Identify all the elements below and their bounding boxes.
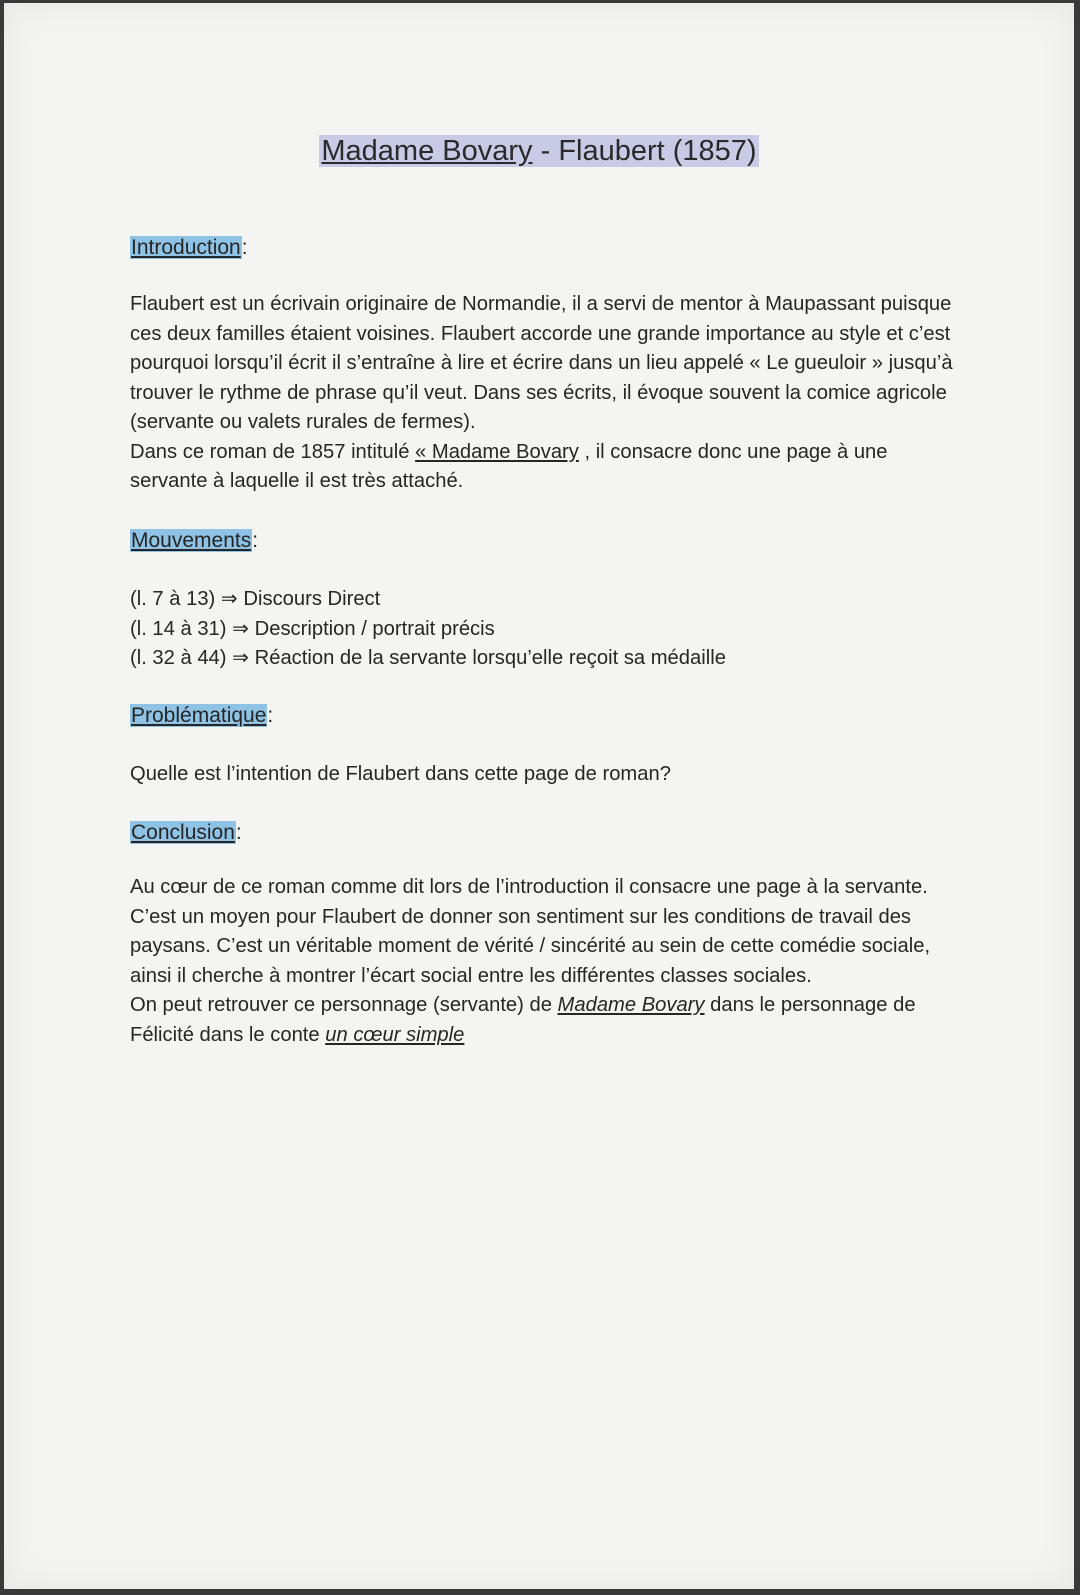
introduction-heading-label: Introduction — [131, 236, 241, 259]
conclusion-heading-label: Conclusion — [131, 821, 235, 844]
introduction-heading-colon: : — [241, 236, 248, 259]
mouvements-list — [130, 585, 960, 674]
introduction-book-title: « Madame Bovary — [415, 440, 579, 463]
page-title — [4, 135, 1074, 168]
problematique-heading-label: Problématique — [131, 704, 267, 727]
title-book-name: Madame Bovary — [321, 135, 533, 167]
mouvements-heading — [130, 529, 258, 553]
title-highlight — [319, 135, 758, 167]
conclusion-tale-reference: un cœur simple — [325, 1023, 465, 1046]
conclusion-paragraph — [130, 873, 960, 1050]
conclusion-heading — [130, 821, 242, 845]
conclusion-text-2-before: On peut retrouver ce personnage (servante) de — [130, 994, 558, 1016]
mouvements-heading-colon: : — [252, 529, 259, 552]
problematique-text: Quelle est l’intention de Flaubert dans cette page de roman? — [130, 763, 671, 785]
mouvements-heading-label: Mouvements — [131, 529, 252, 552]
conclusion-book-reference: Madame Bovary — [557, 994, 705, 1016]
introduction-heading — [130, 236, 248, 260]
introduction-text-2-after: , il consacre donc une page à une servante à laquelle il est très attaché. — [130, 440, 888, 492]
conclusion-text-1: Au cœur de ce roman comme dit lors de l’introduction il consacre une page à la servante. C’est un moyen pour Flaubert de donner son sentiment sur les conditions de travail des paysans. C’est un véritable moment de vérité / sincérité au sein de cette comédie sociale, ainsi il cherche à montrer l’écart social entre les différentes classes sociales. — [130, 876, 931, 987]
mouvement-item: (l. 32 à 44) ⇒ Réaction de la servante lorsqu’elle reçoit sa médaille — [130, 647, 726, 669]
introduction-text-2 — [130, 438, 960, 497]
problematique-heading-colon: : — [267, 704, 274, 727]
problematique-heading — [130, 704, 273, 728]
problematique-paragraph — [130, 760, 960, 790]
mouvement-item: (l. 7 à 13) ⇒ Discours Direct — [130, 588, 381, 610]
introduction-paragraph — [130, 290, 960, 497]
document-page — [4, 3, 1074, 1589]
title-author-year: - Flaubert (1857) — [532, 135, 757, 167]
conclusion-heading-colon: : — [235, 821, 242, 844]
conclusion-text-2-middle: dans le personnage de Félicité dans le conte — [130, 994, 916, 1046]
mouvement-item: (l. 14 à 31) ⇒ Description / portrait précis — [130, 617, 495, 640]
introduction-text-1: Flaubert est un écrivain originaire de Normandie, il a servi de mentor à Maupassant puisque ces deux familles étaient voisines. Flaubert accorde une grande importance au style et c’est pourquoi lorsqu’il écrit il s’entraîne à lire et écrire dans un lieu appelé « Le gueuloir » jusqu’à trouver le rythme de phrase qu’il veut. Dans ses écrits, il évoque souvent la comice agricole (servante ou valets rurales de fermes). — [130, 293, 953, 433]
introduction-text-2-before: Dans ce roman de 1857 intitulé — [130, 440, 416, 463]
conclusion-text-2 — [130, 991, 960, 1050]
